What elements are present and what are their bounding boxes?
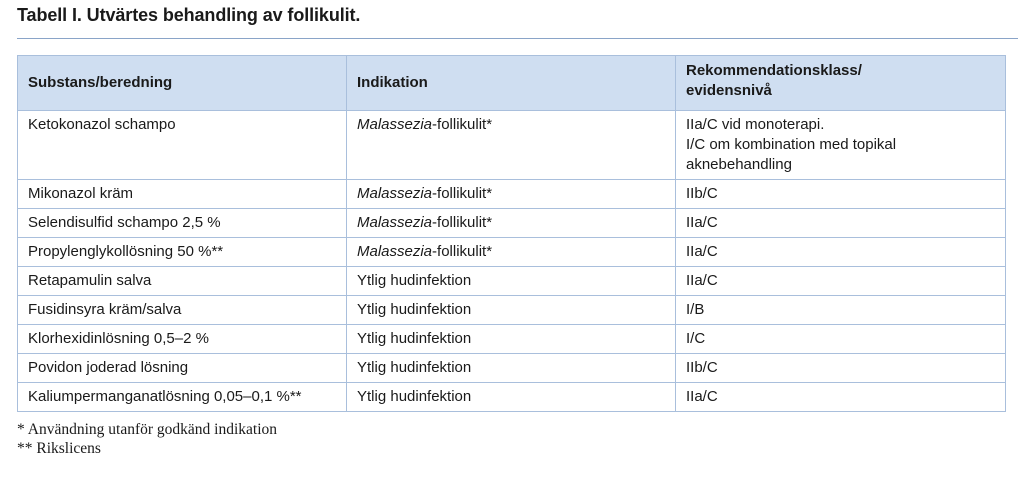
- recommendation-line: IIb/C: [686, 185, 718, 202]
- footnote-off-label: * Användning utanför godkänd indikation: [17, 421, 278, 438]
- cell-recommendation: [676, 267, 1006, 296]
- header-recommendation-line-1: Rekommendationsklass/: [686, 62, 862, 79]
- cell-recommendation: [676, 209, 1006, 238]
- cell-indication: [347, 296, 676, 325]
- table-row: [18, 180, 1006, 209]
- footnotes: [17, 420, 277, 458]
- recommendation-line: IIa/C: [686, 243, 718, 260]
- cell-recommendation: [676, 111, 1006, 180]
- cell-recommendation: [676, 325, 1006, 354]
- indication-organism: Malassezia: [357, 185, 433, 202]
- cell-indication: [347, 267, 676, 296]
- table-title: Tabell I. Utvärtes behandling av follikulit.: [17, 5, 361, 25]
- table-row: [18, 354, 1006, 383]
- cell-substance: Retapamulin salva: [18, 267, 347, 296]
- table-row: [18, 325, 1006, 354]
- footnote-license: ** Rikslicens: [17, 440, 101, 457]
- cell-indication: [347, 209, 676, 238]
- indication-text: Ytlig hudinfektion: [357, 330, 472, 347]
- recommendation-line: aknebehandling: [686, 156, 792, 173]
- recommendation-line: I/C: [686, 330, 706, 347]
- recommendation-line: I/C om kombination med topikal: [686, 136, 897, 153]
- cell-indication: [347, 383, 676, 412]
- cell-substance: Propylenglykollösning 50 %**: [18, 238, 347, 267]
- recommendation-line: IIa/C: [686, 388, 718, 405]
- table-header-row: [18, 56, 1006, 111]
- indication-text: Ytlig hudinfektion: [357, 272, 472, 289]
- table-row: [18, 209, 1006, 238]
- header-recommendation-line-2: evidensnivå: [686, 82, 772, 99]
- recommendation-line: IIa/C: [686, 214, 718, 231]
- table-body: [18, 111, 1006, 412]
- cell-substance: Povidon joderad lösning: [18, 354, 347, 383]
- cell-recommendation: [676, 383, 1006, 412]
- cell-substance: Fusidinsyra kräm/salva: [18, 296, 347, 325]
- title-divider: [17, 38, 1018, 39]
- treatment-table: [17, 55, 1006, 412]
- indication-organism: Malassezia: [357, 214, 433, 231]
- recommendation-line: IIa/C: [686, 272, 718, 289]
- cell-indication: [347, 354, 676, 383]
- header-substance: Substans/beredning: [18, 56, 347, 111]
- cell-recommendation: [676, 296, 1006, 325]
- table-row: [18, 296, 1006, 325]
- cell-substance: Ketokonazol schampo: [18, 111, 347, 180]
- cell-recommendation: [676, 180, 1006, 209]
- cell-indication: [347, 238, 676, 267]
- recommendation-line: I/B: [686, 301, 705, 318]
- cell-substance: Kaliumpermanganatlösning 0,05–0,1 %**: [18, 383, 347, 412]
- cell-substance: Klorhexidinlösning 0,5–2 %: [18, 325, 347, 354]
- table-row: [18, 267, 1006, 296]
- indication-text: -follikulit*: [432, 116, 493, 133]
- cell-indication: [347, 325, 676, 354]
- table-row: [18, 111, 1006, 180]
- cell-indication: [347, 180, 676, 209]
- indication-text: -follikulit*: [432, 243, 493, 260]
- cell-indication: [347, 111, 676, 180]
- recommendation-line: IIa/C vid monoterapi.: [686, 116, 825, 133]
- indication-text: -follikulit*: [432, 185, 493, 202]
- cell-substance: Selendisulfid schampo 2,5 %: [18, 209, 347, 238]
- cell-substance: Mikonazol kräm: [18, 180, 347, 209]
- indication-text: Ytlig hudinfektion: [357, 359, 472, 376]
- cell-recommendation: [676, 354, 1006, 383]
- header-recommendation: [676, 56, 1006, 111]
- indication-organism: Malassezia: [357, 243, 433, 260]
- table-row: [18, 383, 1006, 412]
- indication-organism: Malassezia: [357, 116, 433, 133]
- table-row: [18, 238, 1006, 267]
- indication-text: Ytlig hudinfektion: [357, 301, 472, 318]
- recommendation-line: IIb/C: [686, 359, 718, 376]
- header-indication: Indikation: [347, 56, 676, 111]
- indication-text: -follikulit*: [432, 214, 493, 231]
- cell-recommendation: [676, 238, 1006, 267]
- indication-text: Ytlig hudinfektion: [357, 388, 472, 405]
